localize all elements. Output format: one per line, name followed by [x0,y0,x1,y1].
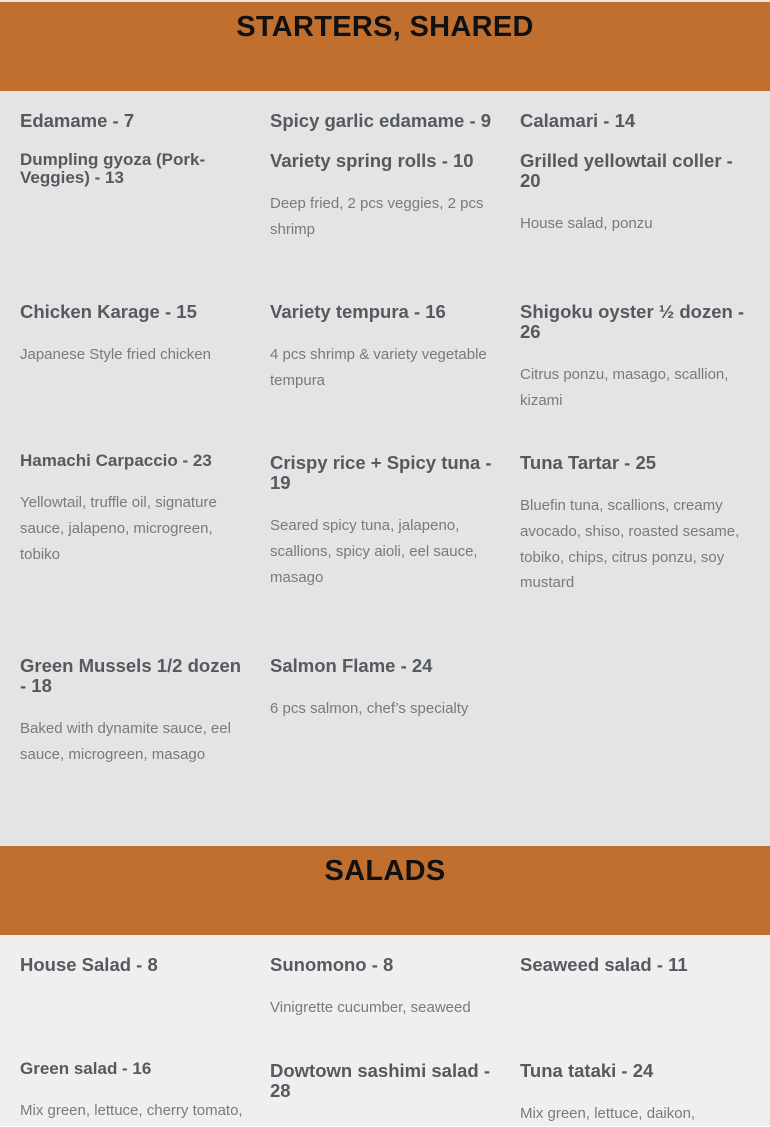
item-name: Green salad - 16 [20,1059,152,1078]
item-name: Dowtown sashimi salad - 28 [270,1060,490,1101]
item-description: Yellowtail, truffle oil, signature sauce, jalapeno, microgreen, tobiko [20,494,217,563]
menu-item [20,656,252,768]
menu-item [270,453,502,590]
menu-item [270,955,502,1021]
item-description: House salad, ponzu [520,215,653,232]
menu-item [520,453,752,596]
menu-item [520,151,752,237]
item-name: Tuna tataki - 24 [520,1060,654,1081]
item-name: Spicy garlic edamame - 9 [270,110,492,131]
menu-item [270,1061,502,1101]
menu-item [520,1061,752,1127]
item-name: Shigoku oyster ½ dozen - 26 [520,301,745,342]
item-description: Mix green, lettuce, daikon, [520,1105,696,1122]
item-name: Seaweed salad - 11 [520,954,688,975]
item-name: Edamame - 7 [20,110,135,131]
item-name: Crispy rice + Spicy tuna - 19 [270,452,492,493]
menu-item [270,111,502,131]
menu-item [20,955,252,975]
section-banner-starters [0,2,770,91]
section-title: SALADS [324,855,446,887]
item-description: Deep fried, 2 pcs veggies, 2 pcs shrimp [270,195,484,238]
item-description: Seared spicy tuna, jalapeno, scallions, spicy aioli, eel sauce, masago [270,517,478,586]
item-name: Salmon Flame - 24 [270,655,433,676]
menu-item [520,111,752,131]
item-name: Chicken Karage - 15 [20,301,197,322]
menu-item [270,151,502,243]
menu-item [520,302,752,414]
item-name: Sunomono - 8 [270,954,394,975]
item-name: Tuna Tartar - 25 [520,452,657,473]
menu-item [270,656,502,722]
item-description: Baked with dynamite sauce, eel sauce, microgreen, masago [20,720,231,763]
item-description: Citrus ponzu, masago, scallion, kizami [520,366,729,409]
item-description: Vinigrette cucumber, seaweed [270,999,471,1016]
salads-section [0,935,770,1126]
item-description: Mix green, lettuce, cherry tomato, [20,1102,243,1119]
item-name: Variety spring rolls - 10 [270,150,474,171]
item-name: Hamachi Carpaccio - 23 [20,451,212,470]
menu-item [20,452,252,567]
starters-section [0,91,770,846]
menu-item [20,111,252,131]
item-name: House Salad - 8 [20,954,158,975]
item-name: Grilled yellowtail coller - 20 [520,150,733,191]
menu-item [270,302,502,394]
section-title: STARTERS, SHARED [236,11,534,43]
menu-item [520,955,752,975]
item-description: 4 pcs shrimp & variety vegetable tempura [270,346,487,389]
item-description: 6 pcs salmon, chef’s specialty [270,700,469,717]
menu-item [20,151,252,187]
item-description: Japanese Style fried chicken [20,346,211,363]
menu-item [20,302,252,368]
section-banner-salads [0,846,770,935]
item-description: Bluefin tuna, scallions, creamy avocado, shiso, roasted sesame, tobiko, chips, citrus ponzu, soy mustard [520,497,740,592]
item-name: Variety tempura - 16 [270,301,446,322]
item-name: Calamari - 14 [520,110,636,131]
item-name: Green Mussels 1/2 dozen - 18 [20,655,242,696]
item-name: Dumpling gyoza (Pork-Veggies) - 13 [20,150,206,187]
menu-item [20,1060,260,1124]
